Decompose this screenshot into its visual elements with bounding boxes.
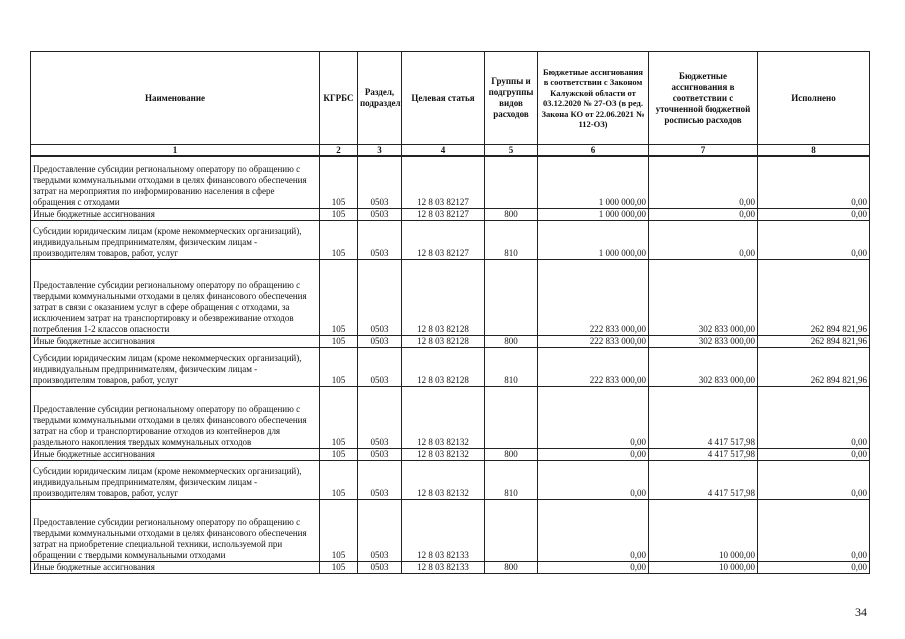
row-refined-allocation: 10 000,00 [649,499,758,561]
row-kgrbs: 105 [320,259,358,335]
row-refined-allocation: 4 417 517,98 [649,386,758,448]
page-number: 34 [855,605,867,619]
column-number: 5 [485,145,538,157]
row-group: 800 [485,448,538,460]
row-law-allocation: 1 000 000,00 [538,220,649,259]
row-executed: 262 894 821,96 [758,335,870,347]
row-kgrbs: 105 [320,460,358,499]
row-group: 810 [485,460,538,499]
row-name: Субсидии юридическим лицам (кроме некоммерческих организаций), индивидуальным предпринимателям, физическим лицам - производителям товаров, работ, услуг [31,460,320,499]
row-executed: 0,00 [758,220,870,259]
row-law-allocation: 0,00 [538,499,649,561]
row-kgrbs: 105 [320,386,358,448]
row-name: Субсидии юридическим лицам (кроме некоммерческих организаций), индивидуальным предпринимателям, физическим лицам - производителям товаров, работ, услуг [31,347,320,386]
row-group: 810 [485,347,538,386]
budget-table [30,51,870,574]
row-executed: 0,00 [758,208,870,220]
table-row [31,561,870,573]
row-name: Предоставление субсидии региональному оператору по обращению с твердыми коммунальными отходами в целях финансового обеспечения затрат на сбор и транспортирование отходов из контейнеров для раздельного накопления твердых коммунальных отходов [31,386,320,448]
row-section: 0503 [358,460,402,499]
row-executed: 262 894 821,96 [758,347,870,386]
table-row [31,347,870,386]
column-number: 2 [320,145,358,157]
header-refined-allocation: Бюджетные ассигнования в соответствии с уточненной бюджетной росписью расходов [649,52,758,145]
row-refined-allocation: 0,00 [649,208,758,220]
table-row [31,499,870,561]
table-row [31,386,870,448]
row-refined-allocation: 302 833 000,00 [649,259,758,335]
row-section: 0503 [358,561,402,573]
row-name: Иные бюджетные ассигнования [31,561,320,573]
column-number-row [31,145,870,157]
row-refined-allocation: 302 833 000,00 [649,347,758,386]
row-group: 800 [485,335,538,347]
row-target: 12 8 03 82133 [402,561,485,573]
row-section: 0503 [358,335,402,347]
header-executed: Исполнено [758,52,870,145]
row-name: Иные бюджетные ассигнования [31,208,320,220]
row-target: 12 8 03 82128 [402,259,485,335]
header-kgrbs: КГРБС [320,52,358,145]
row-law-allocation: 222 833 000,00 [538,335,649,347]
row-refined-allocation: 4 417 517,98 [649,448,758,460]
row-name: Предоставление субсидии региональному оператору по обращению с твердыми коммунальными отходами в целях финансового обеспечения затрат в связи с оказанием услуг в сфере обращения с отходами, за исключением затрат на транспортировку и обезвреживание отходов потребления 1-2 классов опасности [31,259,320,335]
row-section: 0503 [358,386,402,448]
row-name: Предоставление субсидии региональному оператору по обращению с твердыми коммунальными отходами в целях финансового обеспечения затрат на мероприятия по информированию населения в сфере обращения с отходами [31,156,320,208]
row-target: 12 8 03 82128 [402,347,485,386]
row-kgrbs: 105 [320,448,358,460]
row-target: 12 8 03 82133 [402,499,485,561]
row-group [485,386,538,448]
row-executed: 0,00 [758,156,870,208]
row-kgrbs: 105 [320,335,358,347]
table-row [31,208,870,220]
row-executed: 262 894 821,96 [758,259,870,335]
row-section: 0503 [358,448,402,460]
row-executed: 0,00 [758,460,870,499]
row-kgrbs: 105 [320,561,358,573]
row-executed: 0,00 [758,499,870,561]
row-executed: 0,00 [758,386,870,448]
row-law-allocation: 0,00 [538,386,649,448]
row-group [485,259,538,335]
table-row [31,460,870,499]
row-group: 800 [485,561,538,573]
table-header-row [31,52,870,145]
row-target: 12 8 03 82128 [402,335,485,347]
column-number: 4 [402,145,485,157]
row-law-allocation: 222 833 000,00 [538,347,649,386]
header-groups: Группы и подгруппы видов расходов [485,52,538,145]
row-group [485,156,538,208]
row-law-allocation: 0,00 [538,460,649,499]
row-law-allocation: 222 833 000,00 [538,259,649,335]
row-section: 0503 [358,220,402,259]
row-section: 0503 [358,347,402,386]
header-law-allocation: Бюджетные ассигнования в соответствии с Законом Калужской области от 03.12.2020 № 27-ОЗ (в ред. Закона КО от 22.06.2021 № 112-ОЗ) [538,52,649,145]
row-group [485,499,538,561]
row-target: 12 8 03 82127 [402,208,485,220]
row-kgrbs: 105 [320,220,358,259]
column-number: 8 [758,145,870,157]
column-number: 7 [649,145,758,157]
row-executed: 0,00 [758,448,870,460]
row-target: 12 8 03 82132 [402,448,485,460]
row-target: 12 8 03 82132 [402,386,485,448]
row-name: Предоставление субсидии региональному оператору по обращению с твердыми коммунальными отходами в целях финансового обеспечения затрат на приобретение специальной техники, используемой при обращении с твердыми коммунальными отходами [31,499,320,561]
row-section: 0503 [358,259,402,335]
row-target: 12 8 03 82127 [402,156,485,208]
header-name: Наименование [31,52,320,145]
row-kgrbs: 105 [320,347,358,386]
column-number: 3 [358,145,402,157]
row-name: Иные бюджетные ассигнования [31,448,320,460]
header-section: Раздел, подраздел [358,52,402,145]
table-row [31,448,870,460]
row-name: Иные бюджетные ассигнования [31,335,320,347]
row-refined-allocation: 0,00 [649,220,758,259]
row-name: Субсидии юридическим лицам (кроме некоммерческих организаций), индивидуальным предпринимателям, физическим лицам - производителям товаров, работ, услуг [31,220,320,259]
row-kgrbs: 105 [320,156,358,208]
row-kgrbs: 105 [320,208,358,220]
row-executed: 0,00 [758,561,870,573]
row-target: 12 8 03 82127 [402,220,485,259]
row-law-allocation: 0,00 [538,448,649,460]
row-target: 12 8 03 82132 [402,460,485,499]
row-law-allocation: 1 000 000,00 [538,208,649,220]
row-group: 810 [485,220,538,259]
row-refined-allocation: 10 000,00 [649,561,758,573]
row-section: 0503 [358,156,402,208]
table-row [31,335,870,347]
header-target: Целевая статья [402,52,485,145]
row-section: 0503 [358,499,402,561]
table-row [31,156,870,208]
row-refined-allocation: 0,00 [649,156,758,208]
table-row [31,220,870,259]
row-kgrbs: 105 [320,499,358,561]
row-refined-allocation: 302 833 000,00 [649,335,758,347]
row-law-allocation: 0,00 [538,561,649,573]
row-law-allocation: 1 000 000,00 [538,156,649,208]
row-section: 0503 [358,208,402,220]
row-group: 800 [485,208,538,220]
column-number: 1 [31,145,320,157]
table-row [31,259,870,335]
row-refined-allocation: 4 417 517,98 [649,460,758,499]
column-number: 6 [538,145,649,157]
